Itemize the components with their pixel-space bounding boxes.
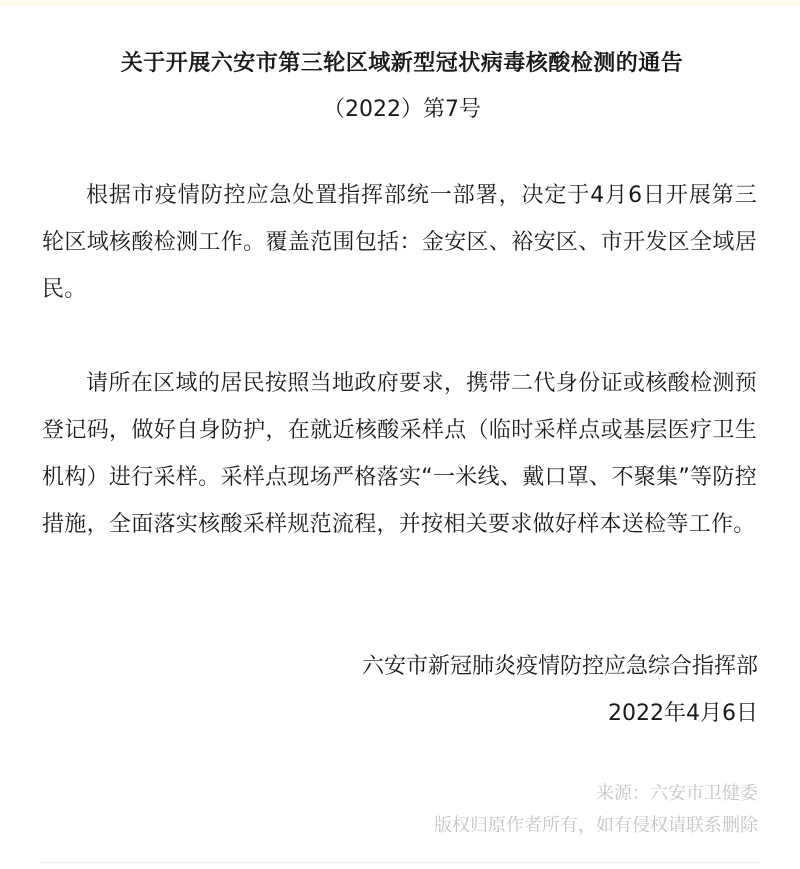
paragraph-1: 根据市疫情防控应急处置指挥部统一部署，决定于4月6日开展第三轮区域核酸检测工作。覆盖范围包括：金安区、裕安区、市开发区全域居民。 <box>42 183 757 302</box>
signature-date: 2022年4月6日 <box>608 701 758 726</box>
source-note: 来源：六安市卫健委 <box>596 783 758 804</box>
signature-organization: 六安市新冠肺炎疫情防控应急综合指挥部 <box>361 654 758 679</box>
paragraph-2: 请所在区域的居民按照当地政府要求，携带二代身份证或核酸检测预登记码，做好自身防护，在就近核酸采样点（临时采样点或基层医疗卫生机构）进行采样。采样点现场严格落实“一米线、戴口罩、不聚集”等防控措施，全面落实核酸采样规范流程，并按相关要求做好样本送检等工作。 <box>42 371 757 537</box>
bottom-divider <box>40 862 760 863</box>
document-number: （2022）第7号 <box>323 97 481 122</box>
copyright-note: 版权归原作者所有，如有侵权请联系删除 <box>434 815 758 836</box>
notice-document <box>42 0 762 869</box>
document-title: 关于开展六安市第三轮区域新型冠状病毒核酸检测的通告 <box>120 51 684 76</box>
